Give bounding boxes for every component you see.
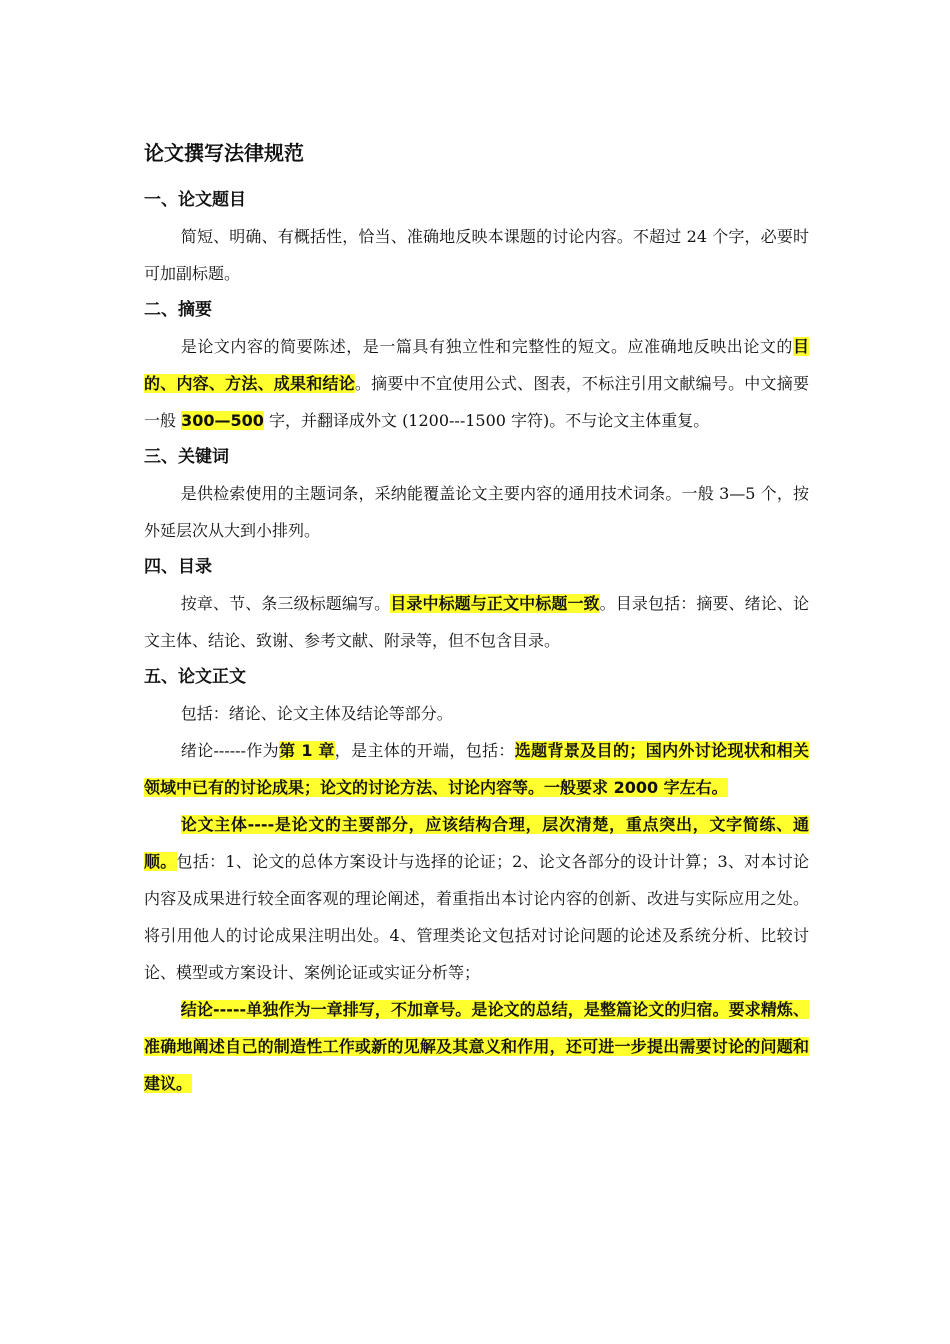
section-heading-toc: 四、目录 (144, 557, 212, 577)
toc-text-b: 。目录包括：摘要、绪论、论文主体、结论、致谢、参考文献、附录等，但不包含目录。 (144, 594, 809, 650)
main-body-highlight: 论文主体----是论文的主要部分，应该结构合理，层次清楚，重点突出，文字简练、通顺。 (144, 815, 809, 871)
section-heading-abstract: 二、摘要 (144, 300, 212, 320)
abstract-text-b: 。摘要中不宜使用公式、图表，不标注引用文献编号。中文摘要一般 (144, 374, 809, 430)
abstract-text-c: 字，并翻译成外文 (1200---1500 字符)。不与论文主体重复。 (263, 411, 710, 430)
toc-highlight: 目录中标题与正文中标题一致 (390, 594, 600, 613)
main-body-text: 包括：1、论文的总体方案设计与选择的论证；2、论文各部分的设计计算；3、对本讨论内容及成果进行较全面客观的理论阐述，着重指出本讨论内容的创新、改进与实际应用之处。将引用他人的讨论成果注明出处。4、管理类论文包括对讨论问题的论述及系统分析、比较讨论、模型或方案设计、案例论证或实证分析等； (144, 852, 809, 982)
section-body-intro: 包括：绪论、论文主体及结论等部分。 (180, 704, 453, 723)
section-abstract-paragraph (144, 328, 809, 439)
section-heading-title: 一、论文题目 (144, 190, 246, 210)
abstract-highlight-word-count: 300—500 (181, 411, 264, 430)
toc-text-a: 按章、节、条三级标题编写。 (180, 594, 391, 613)
abstract-text-a: 是论文内容的简要陈述，是一篇具有独立性和完整性的短文。应准确地反映出论文的 (180, 337, 793, 356)
section-title-paragraph: 简短、明确、有概括性，恰当、准确地反映本课题的讨论内容。不超过 24 个字，必要时可加副标题。 (144, 227, 809, 283)
section-toc-paragraph (144, 585, 809, 659)
section-keywords-paragraph: 是供检索使用的主题词条，采纳能覆盖论文主要内容的通用技术词条。一般 3—5 个，按外延层次从大到小排列。 (144, 484, 809, 540)
intro-highlight-contents: 选题背景及目的；国内外讨论现状和相关领域中已有的讨论成果；论文的讨论方法、讨论内容等。一般要求 2000 字左右。 (144, 741, 809, 797)
intro-text-a: 绪论------作为 (180, 741, 280, 760)
section-heading-keywords: 三、关键词 (144, 447, 229, 467)
section-body-introduction-chapter (144, 732, 809, 806)
document-title: 论文撰写法律规范 (144, 141, 304, 165)
conclusion-highlight: 结论-----单独作为一章排写，不加章号。是论文的总结，是整篇论文的归宿。要求精炼、准确地阐述自己的制造性工作或新的见解及其意义和作用，还可进一步提出需要讨论的问题和建议。 (144, 1000, 809, 1093)
intro-text-b: ，是主体的开端，包括： (334, 741, 515, 760)
section-body-conclusion (144, 991, 809, 1102)
document-body (144, 134, 809, 1102)
section-heading-body: 五、论文正文 (144, 667, 246, 687)
section-body-main (144, 806, 809, 991)
abstract-highlight-elements: 目的、内容、方法、成果和结论 (144, 337, 809, 393)
intro-highlight-chapter: 第 1 章 (279, 741, 335, 760)
